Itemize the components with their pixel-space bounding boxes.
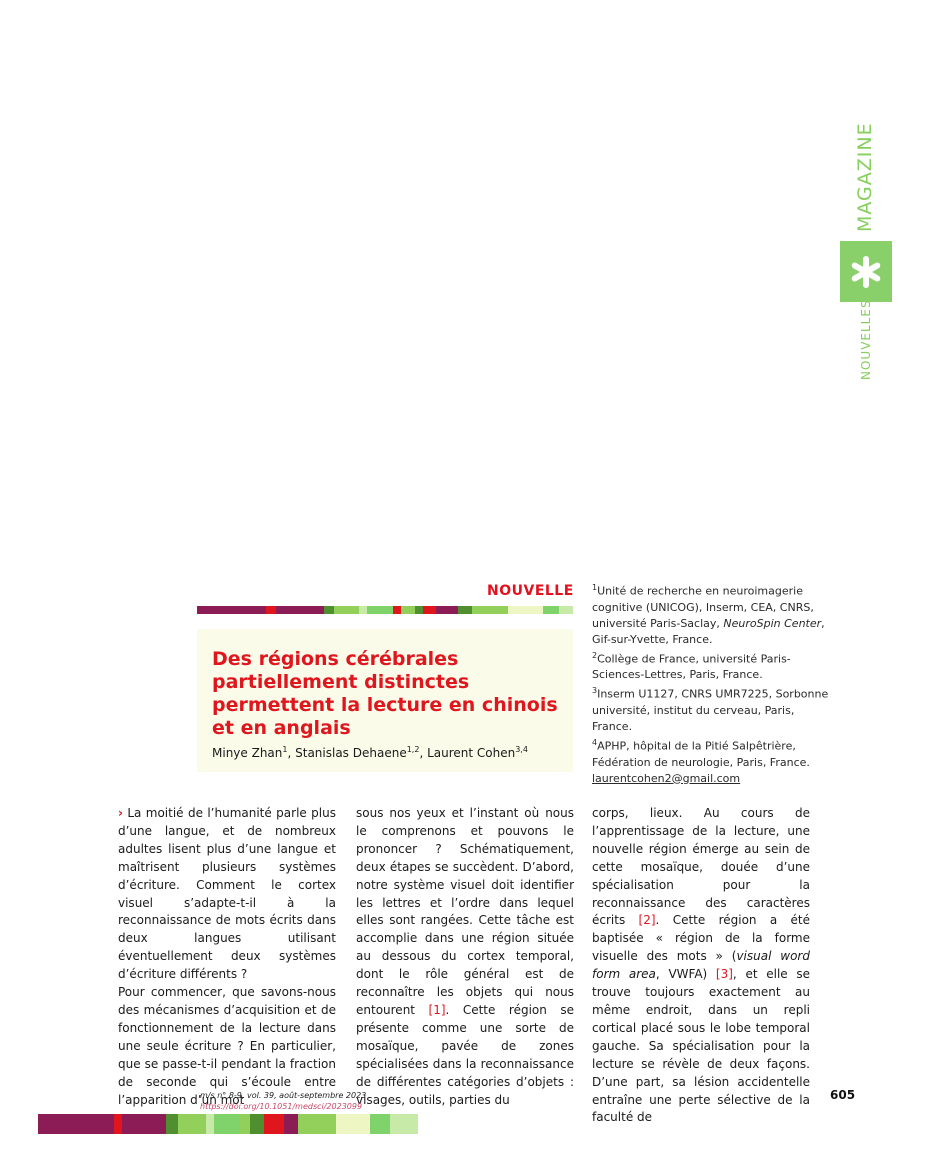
paragraph: Pour commencer, que savons-nous des mécanismes d’acquisition et de fonctionnement de la lecture dans une seule écriture ? En particulier, que se passe-t-il pendant la fraction de seconde qui s’écoule entre l’apparition d’un mot xyxy=(118,985,336,1107)
paragraph-text: . Cette région a été baptisée « région de la forme visuelle des mots » ( xyxy=(592,913,810,964)
affiliation xyxy=(592,735,832,771)
article-category: NOUVELLE xyxy=(487,583,574,599)
header-stripe xyxy=(197,606,573,614)
author-list xyxy=(212,745,528,760)
article-title: Des régions cérébrales partiellement distinctes permettent la lecture en chinois et en anglais xyxy=(212,648,558,739)
author-name: Minye Zhan xyxy=(212,746,283,760)
author-affiliation-mark: 3,4 xyxy=(515,745,528,754)
page-number: 605 xyxy=(830,1088,856,1102)
paragraph xyxy=(356,805,574,1109)
paragraph xyxy=(592,805,810,1127)
body-column-2 xyxy=(356,805,574,1109)
affiliation-number: 2 xyxy=(592,650,598,660)
author-affiliation-mark: 1 xyxy=(282,745,288,754)
section-tab-magazine: MAGAZINE xyxy=(854,122,876,232)
affiliation xyxy=(592,648,832,684)
affiliation-number: 1 xyxy=(592,583,598,592)
affiliation-text-italic: NeuroSpin Center xyxy=(723,616,822,630)
affiliation-text: Collège de France, université Paris-Sciences-Lettres, Paris, France. xyxy=(592,652,791,682)
affiliation-number: 3 xyxy=(592,686,598,696)
asterisk-icon xyxy=(849,255,883,289)
paragraph-text: La moitié de l’humanité parle plus d’une langue, et de nombreux adultes lisent plus d’une langue et maîtrisent plusieurs systèmes d’écriture. Comment le cortex visuel s’adapte-t-il à la reconnaissance de mots écrits dans deux langues utilisant éventuellement deux systèmes d’écriture différents ? xyxy=(118,806,336,982)
reference-link[interactable]: [2] xyxy=(638,913,656,928)
affiliation xyxy=(592,683,832,735)
affiliation xyxy=(592,580,832,648)
arrow-icon: › xyxy=(118,806,123,820)
email-link[interactable]: laurentcohen2@gmail.com xyxy=(592,771,741,785)
author-name: Stanislas Dehaene xyxy=(295,746,407,760)
body-column-3 xyxy=(592,805,810,1127)
affiliations xyxy=(592,580,832,787)
doi-link[interactable]: https://doi.org/10.1051/medsci/2023099 xyxy=(200,1102,363,1111)
author-affiliation-mark: 1,2 xyxy=(406,745,420,754)
reference-link[interactable]: [3] xyxy=(715,967,733,982)
affiliation-text: , Gif-sur-Yvette, France. xyxy=(592,616,825,646)
author-separator: , xyxy=(287,746,296,760)
paragraph-text-italic: visual word form area xyxy=(592,949,810,982)
author-name: Laurent Cohen xyxy=(427,746,516,760)
affiliation-text: Unité de recherche en neuroimagerie cognitive (UNICOG), Inserm, CEA, CNRS, université Paris-Saclay, xyxy=(592,584,814,630)
affiliation-text: APHP, hôpital de la Pitié Salpêtrière, Fédération de neurologie, Paris, France. xyxy=(592,739,810,769)
paragraph-text: . Cette région se présente comme une sorte de mosaïque, pavée de zones spécialisées dans la reconnaissance de différentes catégories d’objets : visages, outils, parties du xyxy=(356,1002,574,1107)
reference-link[interactable]: [1] xyxy=(428,1002,446,1017)
author-separator: , xyxy=(419,746,428,760)
section-tab-nouvelles: NOUVELLES xyxy=(859,299,873,380)
section-marker xyxy=(840,241,892,302)
paragraph-text: sous nos yeux et l’instant où nous le comprenons et pouvons le prononcer ? Schématiquement, deux étapes se succèdent. D’abord, notre système visuel doit identifier les lettres et l’ordre dans lequel elles sont rangées. Cette tâche est accomplie dans une région située au dessous du cortex temporal, dont le rôle général est de reconnaître les objets qui nous entourent xyxy=(356,806,574,1017)
affiliation-number: 4 xyxy=(592,737,598,747)
paragraph-text: , et elle se trouve toujours exactement au même endroit, dans un repli cortical placé sous le lobe temporal gauche. Sa spécialisation pour la lecture se révèle de deux façons. D’une part, sa lésion accidentelle entraîne une perte sélective de la faculté de xyxy=(592,967,811,1125)
paragraph-text: , VWFA) xyxy=(655,967,716,982)
paragraph xyxy=(118,805,336,984)
footer-stripe xyxy=(38,1114,418,1134)
journal-citation: m/s n° 8-9, vol. 39, août-septembre 2023 xyxy=(200,1091,367,1100)
body-column-1 xyxy=(118,805,336,1109)
affiliation-text: Inserm U1127, CNRS UMR7225, Sorbonne université, institut du cerveau, Paris, France. xyxy=(592,687,829,733)
paragraph-text: corps, lieux. Au cours de l’apprentissage de la lecture, une nouvelle région émerge au sein de cette mosaïque, douée d’une spécialisation pour la reconnaissance des caractères écrits xyxy=(592,806,810,928)
